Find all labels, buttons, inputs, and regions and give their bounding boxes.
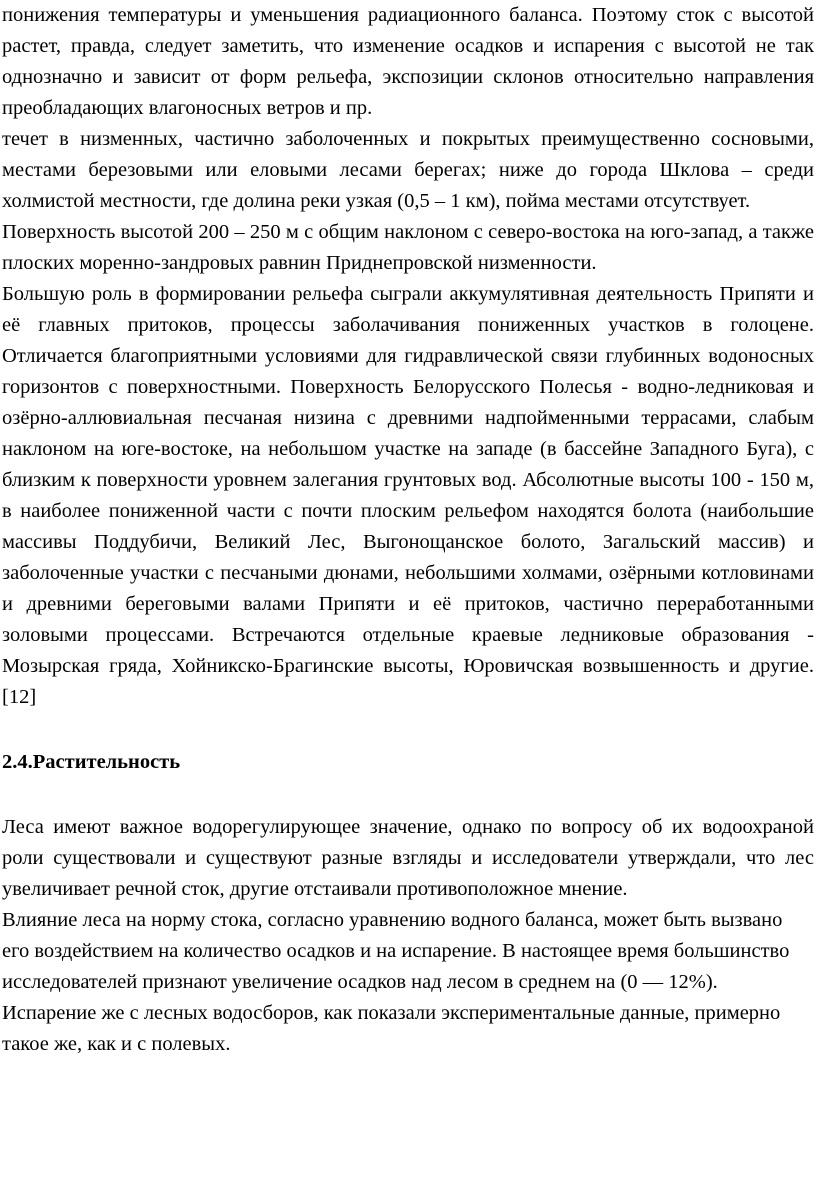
paragraph-polesie-relief: Большую роль в формировании рельефа сыграли аккумулятивная деятельность Припяти и её главных притоков, процессы заболачивания пониженных участков в голоцене. Отличается благоприятными условиями для гидравлической связи глубинных водоносных горизонтов с поверхностными. Поверхность Белорусского Полесья - водно-ледниковая и озёрно-аллювиальная песчаная низина с древними надпойменными террасами, слабым наклоном на юге-востоке, на небольшом участке на западе (в бассейне Западного Буга), с близким к поверхности уровнем залегания грунтовых вод. Абсолютные высоты 100 - 150 м, в наиболее пониженной части с почти плоским рельефом находятся болота (наибольшие массивы Поддубичи, Великий Лес, Выгонощанское болото, Загальский массив) и заболоченные участки с песчаными дюнами, небольшими холмами, озёрными котловинами и древними береговыми валами Припяти и её притоков, частично переработанными золовыми процессами. Встречаются отдельные краевые ледниковые образования - Мозырская гряда, Хойникско-Брагинские высоты, Юровичская возвышенность и другие.[12]: [2, 283, 814, 708]
paragraph-surface-height: Поверхность высотой 200 – 250 м с общим наклоном с северо-востока на юго-запад, а также плоских моренно-зандровых равнин Приднепровской низменности.: [2, 221, 814, 274]
section-heading-vegetation: 2.4.Растительность: [2, 751, 181, 773]
paragraph-forest-influence: Влияние леса на норму стока, согласно уравнению водного баланса, может быть вызвано его воздействием на количество осадков и на испарение. В настоящее время большинство исследователей признают увеличение осадков над лесом в среднем на (0 — 12%). Испарение же с лесных водосборов, как показали экспериментальные данные, примерно такое же, как и с полевых.: [2, 909, 790, 1055]
paragraph-forest-role: Леса имеют важное водорегулирующее значение, однако по вопросу об их водоохраной роли существовали и существуют разные взгляды и исследователи утверждали, что лес увеличивает речной сток, другие отстаивали противоположное мнение.: [2, 816, 814, 900]
paragraph-runoff-altitude: понижения температуры и уменьшения радиационного баланса. Поэтому сток с высотой растет, правда, следует заметить, что изменение осадков и испарения с высотой не так однозначно и зависит от форм рельефа, экспозиции склонов относительно направления преобладающих влагоносных ветров и пр.: [2, 4, 814, 119]
paragraph-river-banks: течет в низменных, частично заболоченных и покрытых преимущественно сосновыми, местами березовыми или еловыми лесами берегах; ниже до города Шклова – среди холмистой местности, где долина реки узкая (0,5 – 1 км), пойма местами отсутствует.: [2, 128, 814, 212]
